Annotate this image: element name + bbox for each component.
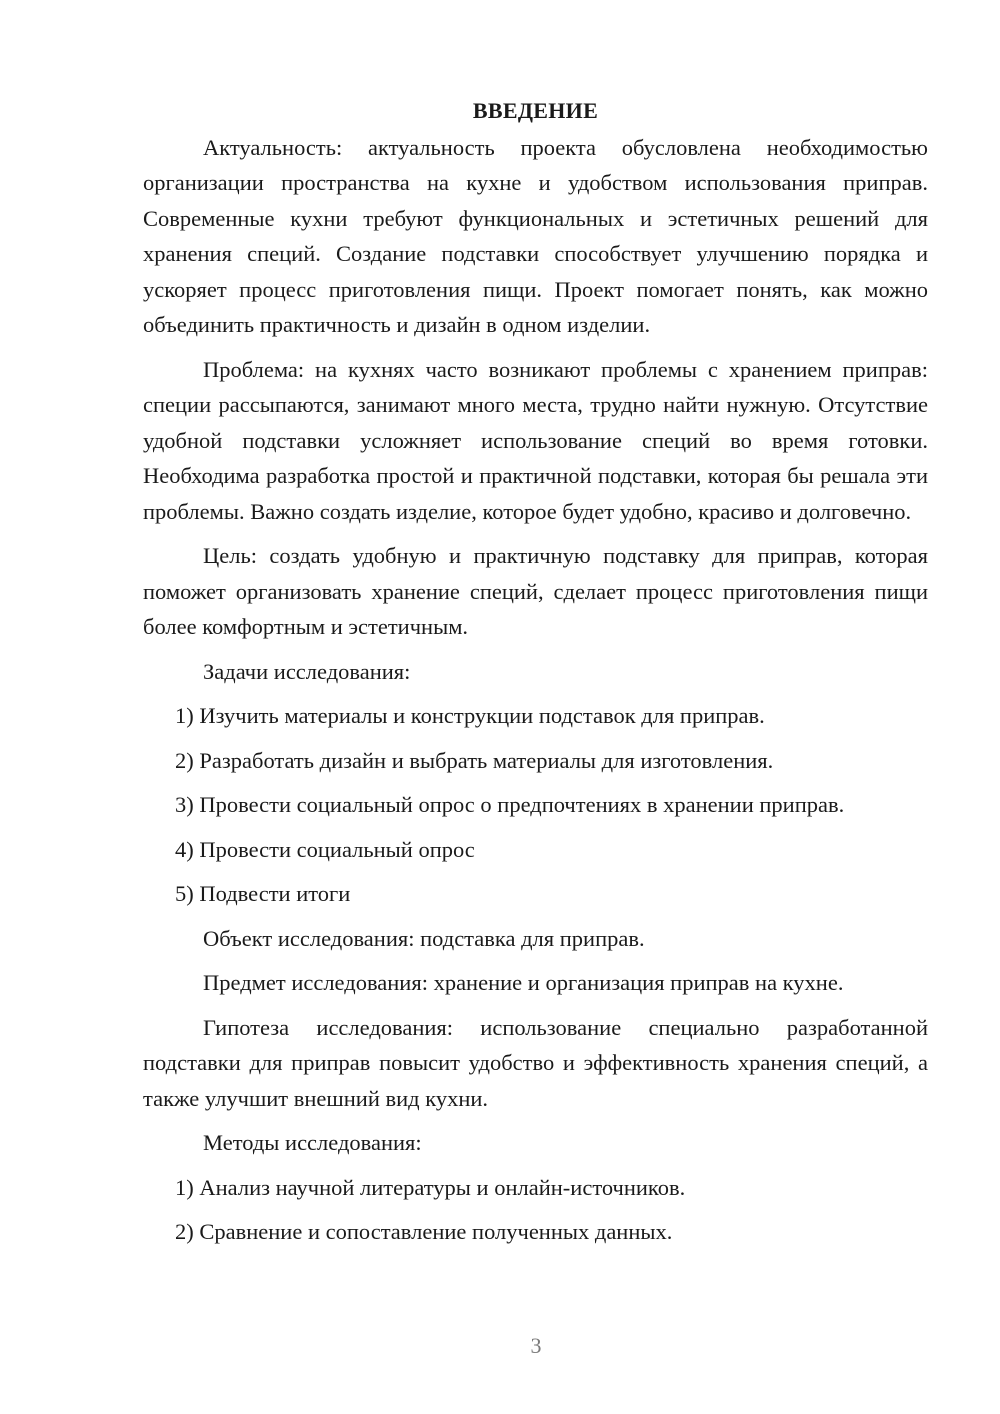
problem-paragraph: Проблема: на кухнях часто возникают проблемы с хранением приправ: специи рассыпаются, занимают много места, трудно найти нужную. Отсутствие удобной подставки усложняет использование специй во время готовки. Необходима разработка простой и практичной подставки, которая бы решала эти проблемы. Важно создать изделие, которое будет удобно, красиво и долговечно. (143, 356, 928, 524)
task-item: 3) Провести социальный опрос о предпочтениях в хранении приправ. (175, 792, 845, 817)
method-item: 2) Сравнение и сопоставление полученных данных. (175, 1219, 673, 1244)
research-object: Объект исследования: подставка для приправ. (203, 925, 645, 951)
page-body (143, 93, 928, 1259)
task-item: 5) Подвести итоги (175, 881, 351, 906)
hypothesis-paragraph: Гипотеза исследования: использование специально разработанной подставки для приправ повысит удобство и эффективность хранения специй, а также улучшит внешний вид кухни. (143, 1014, 928, 1111)
section-title: ВВЕДЕНИЕ (472, 98, 599, 123)
tasks-heading: Задачи исследования: (203, 658, 411, 684)
methods-heading: Методы исследования: (203, 1130, 422, 1155)
research-subject: Предмет исследования: хранение и организация приправ на кухне. (203, 970, 844, 995)
task-item: 4) Провести социальный опрос (175, 836, 475, 862)
goal-paragraph: Цель: создать удобную и практичную подставку для приправ, которая поможет организовать хранение специй, сделает процесс приготовления пищи более комфортным и эстетичным. (143, 543, 928, 639)
page-number: 3 (530, 1333, 542, 1358)
relevance-paragraph: Актуальность: актуальность проекта обусловлена необходимостью организации пространства на кухне и удобством использования приправ. Современные кухни требуют функциональных и эстетичных решений для хранения специй. Создание подставки способствует улучшению порядка и ускоряет процесс приготовления пищи. Проект помогает понять, как можно объединить практичность и дизайн в одном изделии. (143, 134, 928, 337)
task-item: 2) Разработать дизайн и выбрать материалы для изготовления. (175, 747, 774, 773)
method-item: 1) Анализ научной литературы и онлайн-источников. (175, 1174, 686, 1200)
task-item: 1) Изучить материалы и конструкции подставок для приправ. (175, 703, 765, 728)
